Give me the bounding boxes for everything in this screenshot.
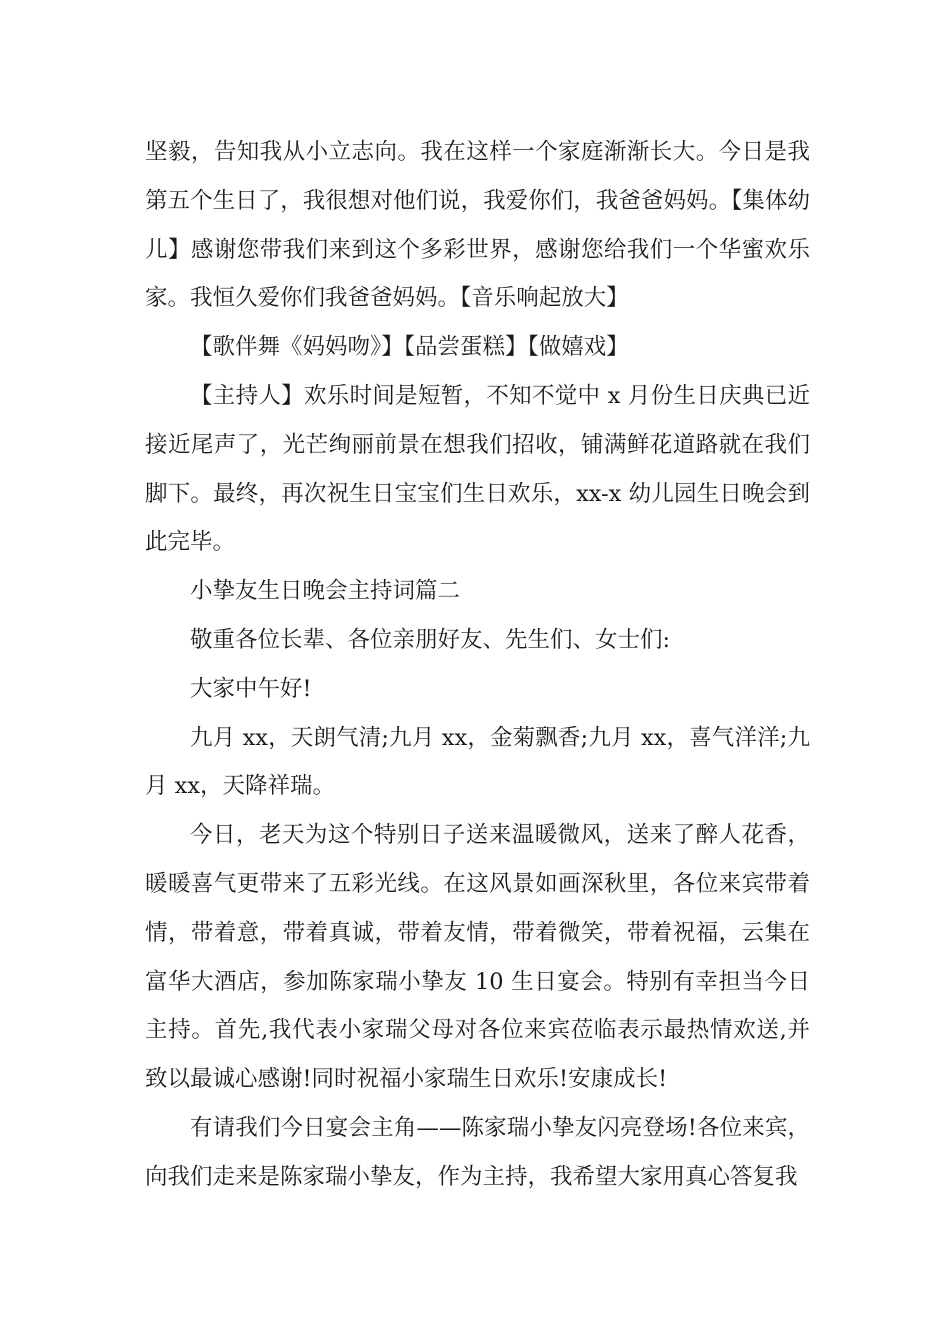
paragraph-program-items: 【歌伴舞《妈妈吻》】【品尝蛋糕】【做嬉戏】 bbox=[190, 334, 629, 361]
paragraph-september: 九月 xx，天朗气清;九月 xx，金菊飘香;九月 xx，喜气洋洋;九月 xx，天降祥瑞。 bbox=[145, 724, 810, 800]
paragraph-invite: 有请我们今日宴会主角——陈家瑞小挚友闪亮登场!各位来宾，向我们走来是陈家瑞小挚友，作为主持，我希望大家用真心答复我 bbox=[145, 1114, 810, 1190]
document-body bbox=[145, 128, 810, 1202]
paragraph-continuation: 坚毅，告知我从小立志向。我在这样一个家庭渐渐长大。今日是我第五个生日了，我很想对他们说，我爱你们，我爸爸妈妈。【集体幼儿】感谢您带我们来到这个多彩世界，感谢您给我们一个华蜜欢乐家。我恒久爱你们我爸爸妈妈。【音乐响起放大】 bbox=[145, 139, 810, 312]
paragraph-greeting: 大家中午好! bbox=[190, 675, 312, 702]
section-heading: 小挚友生日晚会主持词篇二 bbox=[190, 578, 461, 605]
paragraph-host-closing: 【主持人】欢乐时间是短暂，不知不觉中 x 月份生日庆典已近接近尾声了，光芒绚丽前景在想我们招收，铺满鲜花道路就在我们脚下。最终，再次祝生日宝宝们生日欢乐，xx-x 幼儿园生日晚会到此完毕。 bbox=[145, 382, 810, 556]
paragraph-today: 今日，老天为这个特别日子送来温暖微风，送来了醉人花香，暖暖喜气更带来了五彩光线。在这风景如画深秋里，各位来宾带着情，带着意，带着真诚，带着友情，带着微笑，带着祝福，云集在富华大酒店，参加陈家瑞小挚友 10 生日宴会。特别有幸担当今日主持。首先,我代表小家瑞父母对各位来宾莅临表示最热情欢送,并致以最诚心感谢!同时祝福小家瑞生日欢乐!安康成长! bbox=[145, 822, 810, 1093]
paragraph-salutation: 敬重各位长辈、各位亲朋好友、先生们、女士们: bbox=[190, 626, 671, 653]
